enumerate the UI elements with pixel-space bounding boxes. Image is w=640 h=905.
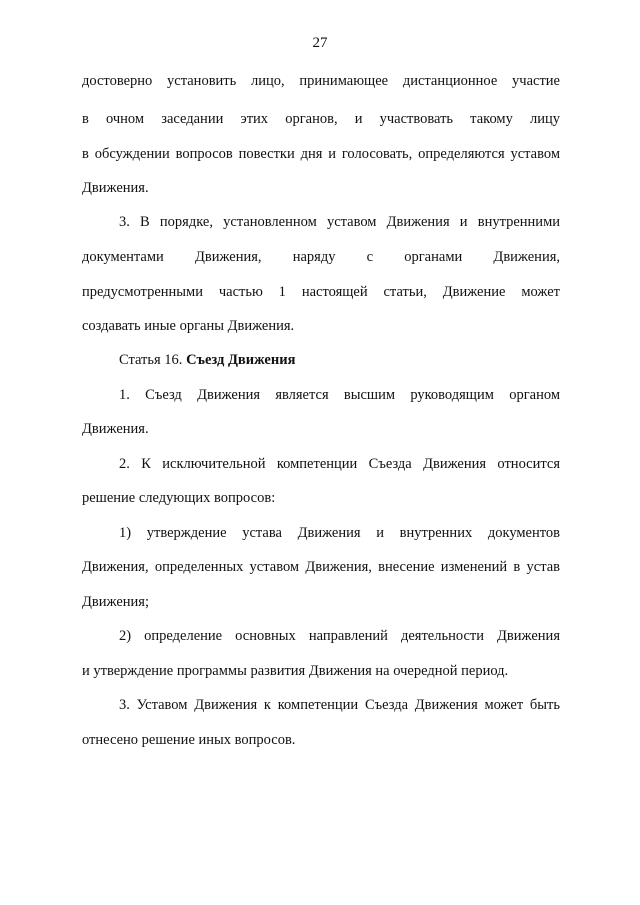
- paragraph-line: 1) утверждение устава Движения и внутренних документов: [119, 525, 560, 541]
- article-title: Съезд Движения: [186, 352, 296, 368]
- paragraph-line: Движения.: [82, 421, 149, 437]
- paragraph-line: Движения, определенных уставом Движения, внесение изменений в устав: [82, 559, 560, 575]
- page-number: 27: [312, 35, 328, 51]
- paragraph-line: 3. В порядке, установленном уставом Движения и внутренними: [119, 214, 560, 230]
- paragraph-line: решение следующих вопросов:: [82, 490, 276, 506]
- paragraph-line: документами Движения, наряду с органами Движения,: [82, 249, 560, 265]
- paragraph-line: 2. К исключительной компетенции Съезда Движения относится: [119, 456, 560, 472]
- article-number: Статья 16.: [119, 352, 183, 368]
- paragraph-line: Движения.: [82, 180, 149, 196]
- article-heading: [119, 351, 560, 369]
- paragraph-line: предусмотренными частью 1 настоящей статьи, Движение может: [82, 284, 560, 300]
- paragraph-line: достоверно установить лицо, принимающее дистанционное участие: [82, 73, 560, 89]
- paragraph-line: 3. Уставом Движения к компетенции Съезда Движения может быть: [119, 697, 560, 713]
- paragraph-line: в обсуждении вопросов повестки дня и голосовать, определяются уставом: [82, 146, 560, 162]
- paragraph-line: и утверждение программы развития Движения на очередной период.: [82, 663, 509, 679]
- paragraph-line: 1. Съезд Движения является высшим руководящим органом: [119, 387, 560, 403]
- paragraph-line: создавать иные органы Движения.: [82, 318, 295, 334]
- paragraph-line: 2) определение основных направлений деятельности Движения: [119, 628, 560, 644]
- paragraph-line: отнесено решение иных вопросов.: [82, 732, 296, 748]
- paragraph-line: Движения;: [82, 594, 149, 610]
- paragraph-line: в очном заседании этих органов, и участвовать такому лицу: [82, 111, 560, 127]
